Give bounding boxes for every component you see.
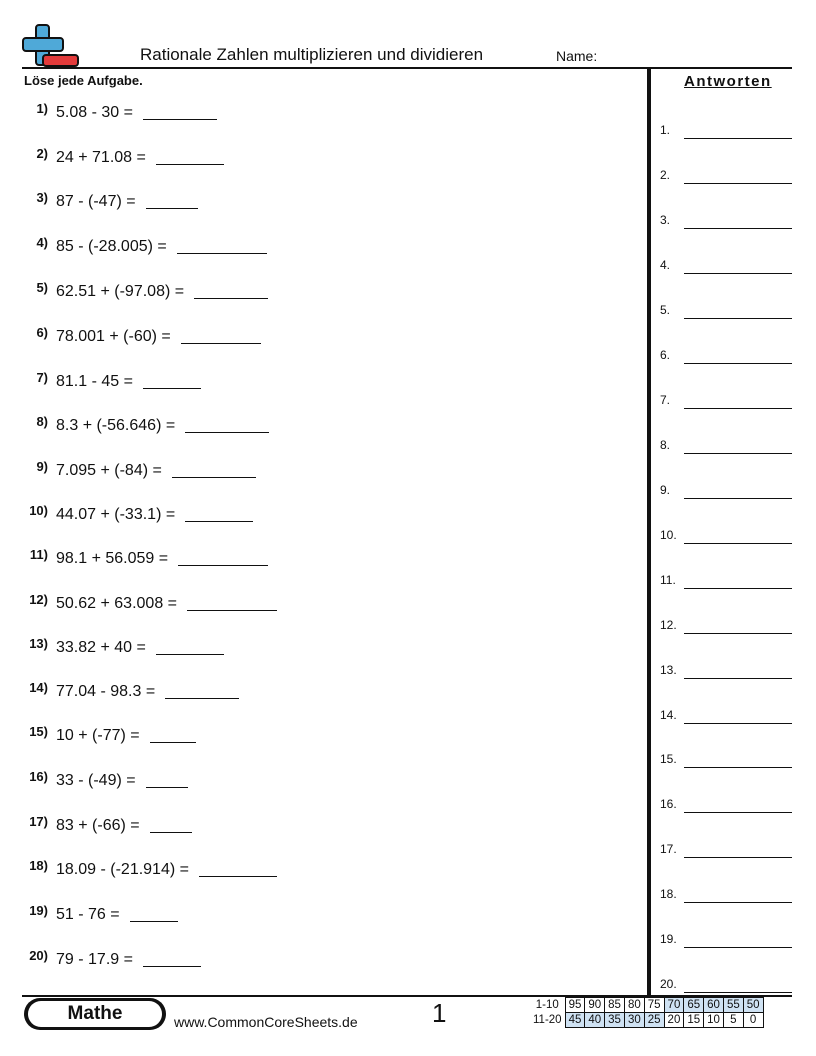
problem-number: 11) (29, 547, 48, 562)
problem-number: 2) (36, 146, 48, 161)
score-table (530, 997, 764, 1028)
problem-item (20, 459, 256, 483)
problem-item (20, 190, 198, 214)
answer-blank[interactable] (146, 771, 188, 788)
answer-blank[interactable] (150, 726, 196, 743)
problem-number: 3) (36, 190, 48, 205)
answer-label: 14. (660, 708, 677, 722)
answer-label: 15. (660, 752, 677, 766)
problem-number: 13) (29, 636, 48, 651)
problem-item (20, 724, 196, 748)
problem-number: 16) (29, 769, 48, 784)
score-cell: 95 (565, 998, 585, 1013)
problem-expression: 18.09 - (-21.914) = (56, 861, 189, 878)
problem-expression: 7.095 + (-84) = (56, 462, 162, 479)
answer-blank[interactable] (143, 950, 201, 967)
score-cell: 5 (723, 1013, 743, 1028)
answer-blank[interactable] (172, 461, 256, 478)
answer-blank[interactable] (185, 416, 269, 433)
problem-expression: 85 - (-28.005) = (56, 238, 167, 255)
plus-minus-logo-icon (22, 24, 80, 68)
score-cell: 90 (585, 998, 605, 1013)
problem-item (20, 503, 253, 527)
answer-label: 20. (660, 977, 677, 991)
answer-slot[interactable] (660, 344, 792, 364)
problem-item (20, 903, 178, 927)
answer-label: 6. (660, 348, 671, 362)
answer-slot[interactable] (660, 299, 792, 319)
answer-label: 12. (660, 618, 677, 632)
problem-item (20, 325, 261, 349)
score-cell: 40 (585, 1013, 605, 1028)
score-cell: 80 (624, 998, 644, 1013)
answer-column-divider (647, 68, 651, 996)
answer-line (684, 902, 792, 903)
problem-expression: 62.51 + (-97.08) = (56, 283, 185, 300)
problem-expression: 79 - 17.9 = (56, 951, 133, 968)
answer-slot[interactable] (660, 793, 792, 813)
answer-blank[interactable] (165, 682, 239, 699)
problem-expression: 87 - (-47) = (56, 193, 136, 210)
problem-expression: 78.001 + (-60) = (56, 328, 171, 345)
problem-number: 4) (36, 235, 48, 250)
answer-line (684, 723, 792, 724)
answer-label: 3. (660, 213, 671, 227)
problem-item (20, 101, 217, 125)
score-cell: 25 (644, 1013, 664, 1028)
problem-expression: 8.3 + (-56.646) = (56, 417, 176, 434)
answer-label: 5. (660, 303, 671, 317)
score-row (530, 1013, 763, 1028)
answers-heading: Antworten (684, 73, 772, 90)
site-url: www.CommonCoreSheets.de (174, 1014, 358, 1030)
answer-blank[interactable] (194, 282, 268, 299)
answer-line (684, 408, 792, 409)
score-cell: 15 (684, 1013, 704, 1028)
worksheet-title: Rationale Zahlen multiplizieren und dividieren (140, 45, 484, 64)
answer-blank[interactable] (150, 816, 192, 833)
score-cell: 70 (664, 998, 684, 1013)
problem-expression: 51 - 76 = (56, 906, 120, 923)
answer-blank[interactable] (130, 905, 178, 922)
problem-item (20, 235, 267, 259)
problem-item (20, 858, 277, 882)
problem-expression: 33.82 + 40 = (56, 639, 146, 656)
problem-item (20, 814, 192, 838)
answer-slot[interactable] (660, 973, 792, 993)
problem-item (20, 636, 224, 660)
answer-line (684, 543, 792, 544)
problem-item (20, 948, 201, 972)
score-row-label: 1-10 (535, 999, 559, 1011)
answer-line (684, 183, 792, 184)
problem-expression: 24 + 71.08 = (56, 149, 146, 166)
problem-number: 9) (36, 459, 48, 474)
score-cell: 35 (605, 1013, 625, 1028)
answer-blank[interactable] (181, 327, 261, 344)
answer-label: 2. (660, 168, 671, 182)
problem-number: 15) (29, 724, 48, 739)
answer-line (684, 498, 792, 499)
answer-slot[interactable] (660, 883, 792, 903)
page-number: 1 (432, 998, 447, 1028)
answer-slot[interactable] (660, 928, 792, 948)
problem-number: 6) (36, 325, 48, 340)
answer-line (684, 633, 792, 634)
problem-number: 12) (29, 592, 48, 607)
answer-blank[interactable] (187, 594, 277, 611)
score-row-label: 11-20 (533, 1014, 562, 1026)
score-row (530, 998, 763, 1013)
problem-number: 7) (36, 370, 48, 385)
answer-blank[interactable] (199, 860, 277, 877)
score-cell: 10 (704, 1013, 724, 1028)
problem-expression: 77.04 - 98.3 = (56, 683, 156, 700)
problem-number: 17) (29, 814, 48, 829)
problem-expression: 50.62 + 63.008 = (56, 595, 177, 612)
answer-slot[interactable] (660, 524, 792, 544)
answer-label: 4. (660, 258, 671, 272)
problem-number: 1) (36, 101, 48, 116)
problem-expression: 33 - (-49) = (56, 772, 136, 789)
problem-number: 10) (29, 503, 48, 518)
problem-item (20, 769, 188, 793)
score-cell: 45 (565, 1013, 585, 1028)
answer-slot[interactable] (660, 209, 792, 229)
answer-slot[interactable] (660, 569, 792, 589)
problem-expression: 98.1 + 56.059 = (56, 550, 169, 567)
answer-slot[interactable] (660, 748, 792, 768)
answer-blank[interactable] (156, 148, 224, 165)
answer-slot[interactable] (660, 254, 792, 274)
score-cell: 20 (664, 1013, 684, 1028)
answer-blank[interactable] (156, 638, 224, 655)
answer-slot[interactable] (660, 704, 792, 724)
answer-label: 1. (660, 123, 671, 137)
problem-item (20, 146, 224, 170)
problem-item (20, 680, 239, 704)
answer-slot[interactable] (660, 838, 792, 858)
answer-line (684, 363, 792, 364)
answer-blank[interactable] (143, 103, 217, 120)
answer-slot[interactable] (660, 389, 792, 409)
problem-item (20, 280, 268, 304)
answer-line (684, 453, 792, 454)
answer-blank[interactable] (185, 505, 253, 522)
problem-number: 5) (36, 280, 48, 295)
answer-line (684, 812, 792, 813)
answer-slot[interactable] (660, 434, 792, 454)
answer-blank[interactable] (178, 549, 268, 566)
answer-line (684, 588, 792, 589)
answer-line (684, 767, 792, 768)
name-label: Name: (556, 48, 598, 64)
answer-blank[interactable] (177, 237, 267, 254)
answer-label: 18. (660, 887, 677, 901)
problem-number: 8) (36, 414, 48, 429)
score-cell: 75 (644, 998, 664, 1013)
answer-label: 8. (660, 438, 671, 452)
answer-line (684, 992, 792, 993)
answer-label: 7. (660, 393, 671, 407)
answer-line (684, 228, 792, 229)
score-cell: 30 (624, 1013, 644, 1028)
answer-line (684, 318, 792, 319)
problem-expression: 10 + (-77) = (56, 727, 140, 744)
answer-label: 9. (660, 483, 671, 497)
score-cell: 55 (723, 998, 743, 1013)
answer-blank[interactable] (146, 192, 198, 209)
answer-line (684, 678, 792, 679)
answer-line (684, 947, 792, 948)
score-cell: 65 (684, 998, 704, 1013)
answer-blank[interactable] (143, 372, 201, 389)
answer-label: 17. (660, 842, 677, 856)
answer-slot[interactable] (660, 479, 792, 499)
problem-expression: 81.1 - 45 = (56, 373, 133, 390)
answer-slot[interactable] (660, 659, 792, 679)
header-rule (22, 67, 792, 69)
problem-number: 20) (29, 948, 48, 963)
score-cell: 0 (743, 1013, 763, 1028)
problem-expression: 44.07 + (-33.1) = (56, 506, 176, 523)
answer-label: 10. (660, 528, 677, 542)
answer-label: 13. (660, 663, 677, 677)
answer-label: 16. (660, 797, 677, 811)
problem-item (20, 370, 201, 394)
answer-slot[interactable] (660, 614, 792, 634)
answer-label: 11. (660, 573, 676, 587)
problem-number: 18) (29, 858, 48, 873)
problem-number: 19) (29, 903, 48, 918)
answer-slot[interactable] (660, 164, 792, 184)
score-cell: 60 (704, 998, 724, 1013)
answer-line (684, 138, 792, 139)
subject-label: Mathe (28, 1001, 162, 1027)
score-cell: 85 (605, 998, 625, 1013)
problem-item (20, 414, 269, 438)
problem-number: 14) (29, 680, 48, 695)
problem-item (20, 547, 268, 571)
answer-label: 19. (660, 932, 677, 946)
answer-slot[interactable] (660, 119, 792, 139)
score-cell: 50 (743, 998, 763, 1013)
problem-expression: 5.08 - 30 = (56, 104, 133, 121)
instructions: Löse jede Aufgabe. (24, 73, 143, 88)
problem-expression: 83 + (-66) = (56, 817, 140, 834)
problem-item (20, 592, 277, 616)
subject-badge (24, 998, 166, 1030)
answer-line (684, 273, 792, 274)
answer-line (684, 857, 792, 858)
